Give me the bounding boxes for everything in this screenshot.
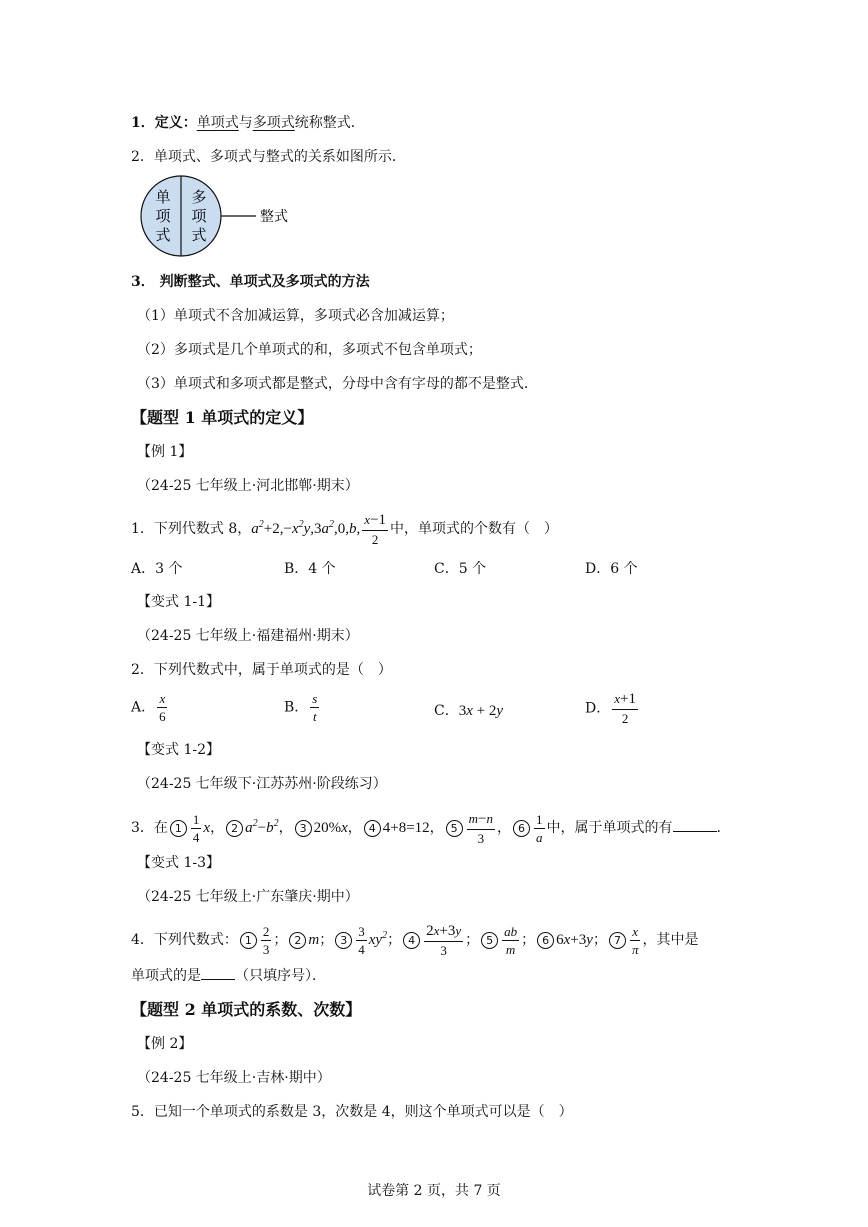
- term-monomial: 单项式: [196, 115, 239, 131]
- fraction: $\frac{2x+3y}{3}$: [426, 922, 462, 958]
- variant-tag: 【变式 1-2】: [137, 742, 220, 758]
- question-source: （24-25 七年级上·河北邯郸·期末）: [137, 478, 359, 494]
- section-heading-type1: 【题型 1 单项式的定义】: [131, 408, 314, 427]
- fraction: $\frac{3}{4}$: [358, 923, 365, 957]
- question-source: （24-25 七年级上·广东肇庆·期中）: [137, 889, 359, 905]
- section-heading-type2: 【题型 2 单项式的系数、次数】: [131, 1000, 362, 1019]
- fraction: $\frac{m-n}{3}$: [468, 810, 494, 846]
- option-letter: C．: [434, 703, 459, 719]
- variant-tag: 【变式 1-1】: [137, 594, 220, 610]
- answer-blank[interactable]: [673, 831, 717, 832]
- page-footer: 试卷第 2 页，共 7 页: [367, 1183, 501, 1199]
- definition-line: [131, 113, 365, 133]
- question-4-line-2: [131, 966, 326, 986]
- answer-blank[interactable]: [201, 979, 235, 980]
- term-polynomial: 多项式: [252, 115, 295, 131]
- question-source: （24-25 七年级下·江苏苏州·阶段练习）: [137, 776, 387, 792]
- option-b[interactable]: [284, 692, 321, 723]
- fraction: $\frac{s}{t}$: [312, 691, 318, 724]
- example-tag: 【例 1】: [137, 444, 193, 460]
- option-letter: B．: [284, 699, 309, 716]
- fraction: $\frac{x-1}{2}$: [364, 511, 387, 547]
- question-3: 3．在 1 $\frac{1}{4}$ x， 2 $a^2-b^2$， 3 20%x， 4 4+8=12， 5 $\frac{m-n}{3}$ ， 6 $\frac{1}{a}$ 中，属于单项式的有 .: [131, 810, 721, 846]
- fraction: $\frac{1}{a}$: [536, 811, 543, 845]
- diagram-right-char-3: 式: [191, 226, 207, 244]
- question-source: （24-25 七年级上·吉林·期中）: [137, 1070, 331, 1086]
- variant-tag: 【变式 1-3】: [137, 855, 220, 871]
- option-letter: D．: [585, 700, 611, 717]
- relation-line: 2．单项式、多项式与整式的关系如图所示．: [131, 149, 406, 165]
- fraction: $\frac{ab}{m}$: [504, 923, 518, 957]
- question-text: 单项式的是: [131, 968, 201, 984]
- question-source: （24-25 七年级上·福建福州·期末）: [137, 628, 359, 644]
- question-5: 5．已知一个单项式的系数是 3，次数是 4，则这个单项式可以是（ ）: [131, 1104, 573, 1120]
- fraction: $\frac{1}{4}$: [192, 811, 200, 845]
- definition-label: 定义：: [154, 115, 197, 131]
- fraction: $\frac{x}{6}$: [159, 691, 166, 724]
- method-item-2: （2）多项式是几个单项式的和，多项式不包含单项式；: [137, 342, 482, 358]
- option-c[interactable]: C．5 个: [434, 561, 487, 577]
- option-a[interactable]: A．3 个: [131, 561, 183, 577]
- item-number: 1．: [131, 115, 155, 131]
- question-text: 1．下列代数式 8，: [131, 521, 252, 537]
- diagram-left-char-2: 项: [155, 207, 171, 225]
- diagram-right-char-2: 项: [191, 207, 207, 225]
- option-b[interactable]: B．4 个: [284, 561, 336, 577]
- question-1: [131, 509, 558, 546]
- question-4: 4．下列代数式： 1 $\frac{2}{3}$ ； 2 m； 3 $\frac{3}{4}$ $xy^2$； 4 $\frac{2x+3y}{3}$ ； 5 $\frac{ab}{m}$ ； 6 6x+3y； 7 $\frac{x}{\pi}$ ，其中是: [131, 922, 699, 958]
- question-text: 中，属于单项式的有: [546, 820, 673, 836]
- question-text: （只填序号）．: [235, 968, 326, 984]
- example-tag: 【例 2】: [137, 1036, 193, 1052]
- option-letter: A．: [131, 699, 156, 716]
- question-text: 4．下列代数式：: [131, 932, 238, 948]
- option-c[interactable]: C．3x + 2y: [434, 703, 504, 719]
- diagram-label: 整式: [260, 209, 288, 225]
- question-text: 3．在: [131, 820, 168, 836]
- fraction: $\frac{x+1}{2}$: [614, 691, 636, 726]
- option-d[interactable]: D．6 个: [585, 561, 638, 577]
- question-2: 2．下列代数式中，属于单项式的是（ ）: [131, 662, 392, 678]
- diagram-right-char-1: 多: [191, 188, 207, 206]
- method-title: 3． 判断整式、单项式及多项式的方法: [131, 274, 370, 290]
- question-text: ，其中是: [642, 932, 699, 948]
- fraction: $\frac{2}{3}$: [262, 923, 270, 957]
- integral-expression-diagram: [136, 175, 306, 259]
- option-d[interactable]: [585, 692, 640, 725]
- option-a[interactable]: [131, 692, 170, 723]
- diagram-left-char-3: 式: [155, 226, 171, 244]
- definition-tail: 统称整式．: [294, 115, 365, 131]
- math-expr: $a^2+2,-x^2y,3a^2,0,b$,: [251, 519, 361, 537]
- method-item-1: （1）单项式不含加减运算，多项式必含加减运算；: [137, 308, 454, 324]
- question-end: .: [716, 820, 721, 836]
- method-item-3: （3）单项式和多项式都是整式，分母中含有字母的都不是整式．: [137, 376, 538, 392]
- question-text: 中，单项式的个数有（ ）: [390, 521, 559, 537]
- join-text: 与: [238, 115, 253, 131]
- diagram-left-char-1: 单: [155, 188, 171, 206]
- fraction: $\frac{x}{\pi}$: [631, 923, 639, 957]
